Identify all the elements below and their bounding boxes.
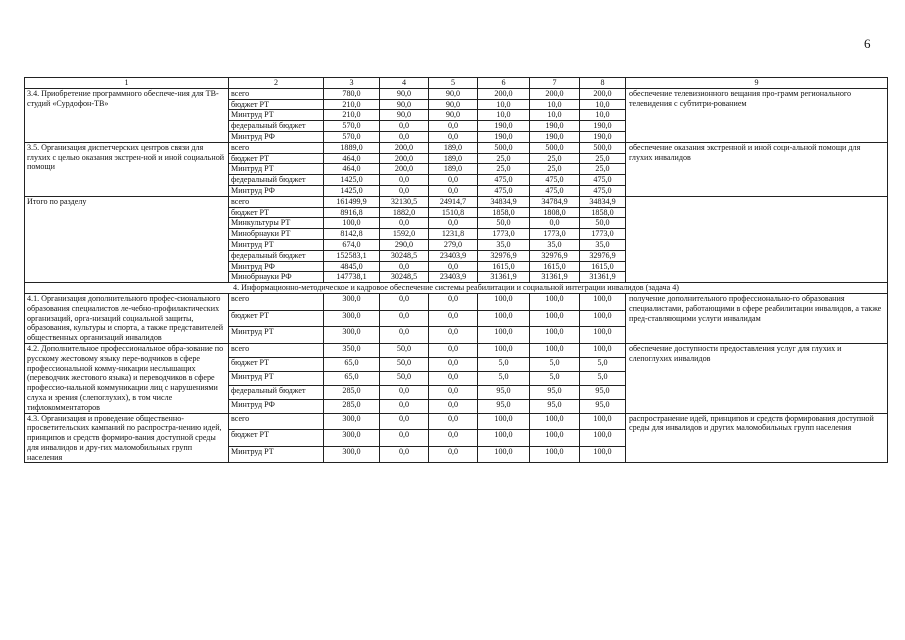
amount-cell: 350,0 [324, 343, 380, 357]
amount-cell: 0,0 [380, 430, 429, 447]
amount-cell: 100,0 [530, 293, 580, 310]
amount-cell: 10,0 [478, 99, 530, 110]
amount-cell: 0,0 [380, 131, 429, 142]
amount-cell: 0,0 [429, 430, 478, 447]
funding-source: Минтруд РТ [229, 239, 324, 250]
amount-cell: 1231,8 [429, 229, 478, 240]
amount-cell: 0,0 [429, 343, 478, 357]
amount-cell: 5,0 [580, 357, 626, 371]
amount-cell: 0,0 [429, 385, 478, 399]
amount-cell: 90,0 [380, 110, 429, 121]
amount-cell: 190,0 [530, 121, 580, 132]
amount-cell: 31361,9 [580, 272, 626, 283]
amount-cell: 189,0 [429, 153, 478, 164]
amount-cell: 464,0 [324, 164, 380, 175]
amount-cell: 300,0 [324, 310, 380, 327]
amount-cell: 152583,1 [324, 250, 380, 261]
amount-cell: 1592,0 [380, 229, 429, 240]
table-row [25, 142, 888, 153]
amount-cell: 10,0 [478, 110, 530, 121]
amount-cell: 50,0 [380, 371, 429, 385]
amount-cell: 0,0 [380, 310, 429, 327]
amount-cell: 190,0 [530, 131, 580, 142]
funding-source: федеральный бюджет [229, 250, 324, 261]
funding-source: бюджет РТ [229, 357, 324, 371]
funding-source: всего [229, 196, 324, 207]
amount-cell: 0,0 [429, 218, 478, 229]
amount-cell: 23403,9 [429, 272, 478, 283]
amount-cell: 10,0 [580, 110, 626, 121]
amount-cell: 32976,9 [478, 250, 530, 261]
amount-cell: 4845,0 [324, 261, 380, 272]
column-number-row [25, 78, 888, 89]
amount-cell: 285,0 [324, 399, 380, 413]
amount-cell: 190,0 [478, 131, 530, 142]
table-row [25, 293, 888, 310]
amount-cell: 50,0 [580, 218, 626, 229]
amount-cell: 100,0 [478, 310, 530, 327]
amount-cell: 1510,8 [429, 207, 478, 218]
amount-cell: 35,0 [478, 239, 530, 250]
amount-cell: 189,0 [429, 142, 478, 153]
funding-source: всего [229, 142, 324, 153]
amount-cell: 1889,0 [324, 142, 380, 153]
amount-cell: 200,0 [380, 153, 429, 164]
amount-cell: 100,0 [580, 293, 626, 310]
amount-cell: 31361,9 [478, 272, 530, 283]
amount-cell: 100,0 [530, 446, 580, 463]
amount-cell: 8142,8 [324, 229, 380, 240]
column-number: 4 [380, 78, 429, 89]
funding-source: бюджет РТ [229, 153, 324, 164]
amount-cell: 90,0 [380, 88, 429, 99]
expected-result: распространение идей, принципов и средств формирования доступной среды для инвалидов и других маломобильных групп населения [626, 413, 888, 463]
funding-source: всего [229, 293, 324, 310]
amount-cell: 0,0 [429, 261, 478, 272]
amount-cell: 464,0 [324, 153, 380, 164]
amount-cell: 300,0 [324, 413, 380, 430]
table-row [25, 343, 888, 357]
amount-cell: 95,0 [478, 385, 530, 399]
amount-cell: 475,0 [478, 175, 530, 186]
funding-source: всего [229, 88, 324, 99]
amount-cell: 0,0 [429, 175, 478, 186]
amount-cell: 100,0 [530, 327, 580, 344]
amount-cell: 0,0 [380, 399, 429, 413]
amount-cell: 0,0 [429, 327, 478, 344]
amount-cell: 100,0 [478, 446, 530, 463]
amount-cell: 1425,0 [324, 175, 380, 186]
amount-cell: 25,0 [530, 153, 580, 164]
amount-cell: 475,0 [580, 185, 626, 196]
amount-cell: 200,0 [580, 88, 626, 99]
amount-cell: 1425,0 [324, 185, 380, 196]
amount-cell: 500,0 [478, 142, 530, 153]
amount-cell: 100,0 [580, 343, 626, 357]
amount-cell: 90,0 [429, 88, 478, 99]
amount-cell: 570,0 [324, 121, 380, 132]
amount-cell: 50,0 [380, 343, 429, 357]
amount-cell: 475,0 [580, 175, 626, 186]
amount-cell: 10,0 [580, 99, 626, 110]
amount-cell: 35,0 [530, 239, 580, 250]
amount-cell: 279,0 [429, 239, 478, 250]
column-number: 8 [580, 78, 626, 89]
amount-cell: 95,0 [478, 399, 530, 413]
amount-cell: 25,0 [478, 164, 530, 175]
amount-cell: 95,0 [530, 385, 580, 399]
amount-cell: 30248,5 [380, 250, 429, 261]
column-number: 6 [478, 78, 530, 89]
funding-source: Минтруд РТ [229, 327, 324, 344]
amount-cell: 95,0 [530, 399, 580, 413]
amount-cell: 475,0 [530, 185, 580, 196]
amount-cell: 189,0 [429, 164, 478, 175]
amount-cell: 300,0 [324, 430, 380, 447]
amount-cell: 1615,0 [478, 261, 530, 272]
amount-cell: 0,0 [380, 175, 429, 186]
amount-cell: 780,0 [324, 88, 380, 99]
amount-cell: 10,0 [530, 99, 580, 110]
amount-cell: 34834,9 [580, 196, 626, 207]
amount-cell: 0,0 [380, 121, 429, 132]
amount-cell: 210,0 [324, 110, 380, 121]
amount-cell: 100,0 [478, 413, 530, 430]
expected-result: получение дополнительного профессионально-го образования специалистами, работающими в сфере реабилитации инвалидов, а также пред-ставляющими услуги инвалидам [626, 293, 888, 343]
amount-cell: 100,0 [580, 446, 626, 463]
funding-source: всего [229, 413, 324, 430]
funding-source: бюджет РТ [229, 310, 324, 327]
amount-cell: 200,0 [530, 88, 580, 99]
column-number: 5 [429, 78, 478, 89]
amount-cell: 100,0 [478, 327, 530, 344]
amount-cell: 300,0 [324, 293, 380, 310]
column-number: 1 [25, 78, 229, 89]
measure-name: 3.4. Приобретение программного обеспече-ния для ТВ-студий «Сурдофон-ТВ» [25, 88, 229, 142]
column-number: 3 [324, 78, 380, 89]
amount-cell: 0,0 [380, 185, 429, 196]
amount-cell: 570,0 [324, 131, 380, 142]
amount-cell: 0,0 [429, 371, 478, 385]
column-number: 2 [229, 78, 324, 89]
amount-cell: 25,0 [580, 164, 626, 175]
measure-name: 4.1. Организация дополнительного профес-сионального образования специалистов ле-чебно-профилактических организаций, орга-низаций социальной защиты, образования, культуры и спорта, а также представителей общественных организаций инвалидов [25, 293, 229, 343]
funding-source: Минтруд РФ [229, 399, 324, 413]
funding-source: Минтруд РТ [229, 164, 324, 175]
funding-source: федеральный бюджет [229, 385, 324, 399]
amount-cell: 25,0 [478, 153, 530, 164]
measure-name: 3.5. Организация диспетчерских центров связи для глухих с целью оказания экстрен-ной и иной социальной помощи [25, 142, 229, 196]
amount-cell: 5,0 [530, 357, 580, 371]
amount-cell: 35,0 [580, 239, 626, 250]
amount-cell: 100,0 [580, 310, 626, 327]
amount-cell: 1615,0 [530, 261, 580, 272]
amount-cell: 32976,9 [580, 250, 626, 261]
amount-cell: 0,0 [429, 357, 478, 371]
amount-cell: 200,0 [478, 88, 530, 99]
column-number: 7 [530, 78, 580, 89]
amount-cell: 475,0 [478, 185, 530, 196]
amount-cell: 0,0 [429, 413, 478, 430]
amount-cell: 0,0 [380, 385, 429, 399]
table-row [25, 196, 888, 207]
amount-cell: 1858,0 [478, 207, 530, 218]
amount-cell: 1773,0 [478, 229, 530, 240]
amount-cell: 0,0 [530, 218, 580, 229]
amount-cell: 90,0 [429, 110, 478, 121]
funding-source: Минтруд РФ [229, 261, 324, 272]
amount-cell: 32130,5 [380, 196, 429, 207]
amount-cell: 0,0 [429, 446, 478, 463]
amount-cell: 300,0 [324, 446, 380, 463]
funding-source: Минтруд РТ [229, 110, 324, 121]
amount-cell: 90,0 [380, 99, 429, 110]
expected-result: обеспечение телевизионного вещания про-грамм регионального телевидения с субтитри-рованием [626, 88, 888, 142]
table-row [25, 413, 888, 430]
amount-cell: 95,0 [580, 385, 626, 399]
amount-cell: 25,0 [530, 164, 580, 175]
amount-cell: 0,0 [429, 399, 478, 413]
amount-cell: 100,0 [530, 310, 580, 327]
amount-cell: 1615,0 [580, 261, 626, 272]
amount-cell: 0,0 [380, 293, 429, 310]
amount-cell: 10,0 [530, 110, 580, 121]
amount-cell: 1808,0 [530, 207, 580, 218]
amount-cell: 65,0 [324, 357, 380, 371]
amount-cell: 0,0 [380, 327, 429, 344]
amount-cell: 500,0 [580, 142, 626, 153]
expected-result: обеспечение оказания экстренной и иной соци-альной помощи для глухих инвалидов [626, 142, 888, 196]
program-table [24, 77, 888, 463]
funding-source: федеральный бюджет [229, 175, 324, 186]
amount-cell: 0,0 [380, 218, 429, 229]
amount-cell: 100,0 [580, 430, 626, 447]
funding-source: бюджет РТ [229, 430, 324, 447]
amount-cell: 1858,0 [580, 207, 626, 218]
amount-cell: 1773,0 [530, 229, 580, 240]
funding-source: Минкультуры РТ [229, 218, 324, 229]
amount-cell: 5,0 [580, 371, 626, 385]
amount-cell: 23403,9 [429, 250, 478, 261]
amount-cell: 190,0 [580, 131, 626, 142]
measure-name: Итого по разделу [25, 196, 229, 282]
amount-cell: 5,0 [478, 357, 530, 371]
section-row [25, 283, 888, 294]
amount-cell: 475,0 [530, 175, 580, 186]
amount-cell: 200,0 [380, 142, 429, 153]
amount-cell: 210,0 [324, 99, 380, 110]
amount-cell: 100,0 [478, 293, 530, 310]
amount-cell: 34784,9 [530, 196, 580, 207]
amount-cell: 0,0 [429, 131, 478, 142]
amount-cell: 34834,9 [478, 196, 530, 207]
section-title: 4. Информационно-методическое и кадровое обеспечение системы реабилитации и социальной интеграции инвалидов (задача 4) [25, 283, 888, 294]
amount-cell: 32976,9 [530, 250, 580, 261]
funding-source: федеральный бюджет [229, 121, 324, 132]
amount-cell: 100,0 [530, 343, 580, 357]
amount-cell: 0,0 [380, 446, 429, 463]
funding-source: бюджет РТ [229, 207, 324, 218]
amount-cell: 30248,5 [380, 272, 429, 283]
amount-cell: 100,0 [580, 327, 626, 344]
table-row [25, 88, 888, 99]
amount-cell: 50,0 [380, 357, 429, 371]
amount-cell: 100,0 [530, 430, 580, 447]
amount-cell: 100,0 [478, 430, 530, 447]
amount-cell: 147738,1 [324, 272, 380, 283]
amount-cell: 0,0 [380, 261, 429, 272]
funding-source: Минобрнауки РТ [229, 229, 324, 240]
funding-source: Минтруд РТ [229, 446, 324, 463]
amount-cell: 5,0 [478, 371, 530, 385]
amount-cell: 50,0 [478, 218, 530, 229]
amount-cell: 1773,0 [580, 229, 626, 240]
amount-cell: 190,0 [478, 121, 530, 132]
funding-source: всего [229, 343, 324, 357]
amount-cell: 300,0 [324, 327, 380, 344]
amount-cell: 0,0 [380, 413, 429, 430]
amount-cell: 100,0 [530, 413, 580, 430]
amount-cell: 90,0 [429, 99, 478, 110]
amount-cell: 0,0 [429, 121, 478, 132]
funding-source: Минтруд РФ [229, 185, 324, 196]
amount-cell: 500,0 [530, 142, 580, 153]
amount-cell: 190,0 [580, 121, 626, 132]
funding-source: Минобрнауки РФ [229, 272, 324, 283]
amount-cell: 100,0 [324, 218, 380, 229]
expected-result [626, 196, 888, 282]
amount-cell: 100,0 [478, 343, 530, 357]
amount-cell: 24914,7 [429, 196, 478, 207]
measure-name: 4.3. Организация и проведение общественно-просветительских кампаний по распростра-нению идей, принципов и средств формиро-вания доступной среды для инвалидов и дру-гих маломобильных групп населения [25, 413, 229, 463]
funding-source: Минтруд РФ [229, 131, 324, 142]
amount-cell: 161499,9 [324, 196, 380, 207]
funding-source: бюджет РТ [229, 99, 324, 110]
amount-cell: 0,0 [429, 293, 478, 310]
amount-cell: 0,0 [429, 310, 478, 327]
amount-cell: 5,0 [530, 371, 580, 385]
amount-cell: 25,0 [580, 153, 626, 164]
amount-cell: 674,0 [324, 239, 380, 250]
amount-cell: 100,0 [580, 413, 626, 430]
page-number: 6 [864, 36, 871, 51]
funding-source: Минтруд РТ [229, 371, 324, 385]
amount-cell: 1882,0 [380, 207, 429, 218]
amount-cell: 290,0 [380, 239, 429, 250]
amount-cell: 65,0 [324, 371, 380, 385]
amount-cell: 285,0 [324, 385, 380, 399]
amount-cell: 31361,9 [530, 272, 580, 283]
measure-name: 4.2. Дополнительное профессиональное обра-зование по русскому жестовому языку пере-водчиков в сфере профессиональной комму-никации неслышащих (переводчик жестового языка) и переводчиков в сфере профессио-нальной коммуникации лиц с нарушениями слуха и зрения (слепоглухих), в том числе тифлокомментаторов [25, 343, 229, 413]
amount-cell: 95,0 [580, 399, 626, 413]
column-number: 9 [626, 78, 888, 89]
amount-cell: 8916,8 [324, 207, 380, 218]
amount-cell: 200,0 [380, 164, 429, 175]
expected-result: обеспечение доступности предоставления услуг для глухих и слепоглухих инвалидов [626, 343, 888, 413]
amount-cell: 0,0 [429, 185, 478, 196]
